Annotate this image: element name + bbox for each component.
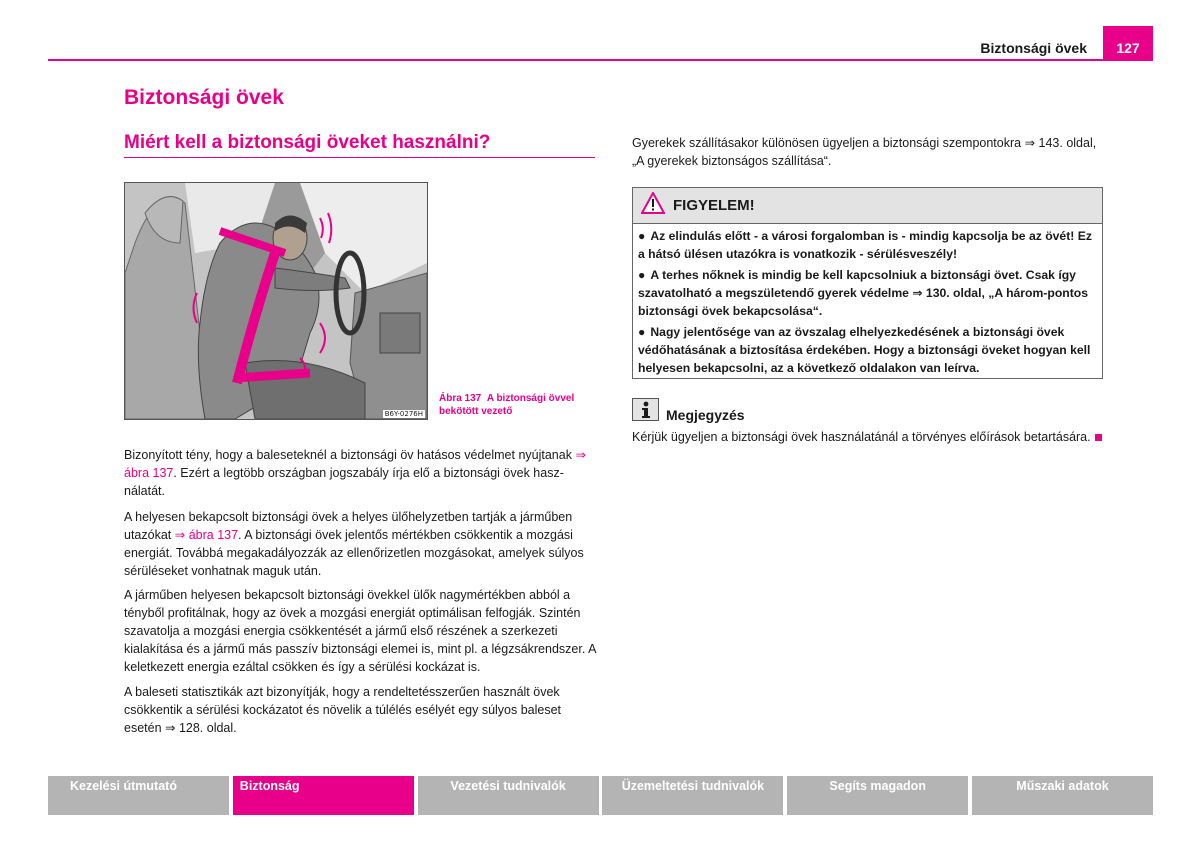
subsection-rule xyxy=(124,157,595,158)
p2-text-end: . A biztonsági övek jelentős mértékben csökkentik a mozgási energiát. Továbbá megakadályozzák az ellenőrizetlen mozgásokat, amelyek súlyos sérüléseket vonhatnak maguk után. xyxy=(124,528,584,578)
page-number: 127 xyxy=(1103,26,1153,59)
warning-item-text: A terhes nőknek is mindig be kell kapcsolniuk a biztonsági övet. Csak így szavatolható a megszületendő gyerek védelme ⇒ 130. oldal, „A három-pontos biztonsági övek bekapcsolása“. xyxy=(638,268,1088,318)
warning-item-text: Nagy jelentősége van az övszalag elhelyezkedésének a biztonsági övek védőhatásának a biztosítása érdekében. Hogy a biztonsági öveket hogyan kell helyesen bekapcsolni, az a következő oldalakon van leírva. xyxy=(638,325,1091,375)
p1-text-start: Bizonyított tény, hogy a baleseteknél a biztonsági öv hatásos védelmet nyújtanak xyxy=(124,448,572,462)
note-text-block xyxy=(632,428,1102,446)
end-of-section-mark xyxy=(1095,434,1102,441)
tab-kezelesi-utmutato[interactable]: Kezelési útmutató xyxy=(48,776,229,815)
warning-body xyxy=(633,224,1102,377)
child-transport-intro: Gyerekek szállításakor különösen ügyeljen a biztonsági szempontokra ⇒ 143. oldal, „A gyerekek biztonságos szállítása“. xyxy=(632,136,1097,168)
body-paragraph-1 xyxy=(124,446,596,500)
note-title: Megjegyzés xyxy=(666,407,745,423)
tab-biztonsag[interactable]: Biztonság xyxy=(233,776,414,815)
p2-text-start: A helyesen bekapcsolt biztonsági övek a helyes ülőhelyzetben tartják a járműben utazókat xyxy=(124,510,573,542)
tab-uzemeltetesi-tudnivalok[interactable]: Üzemeltetési tudnivalók xyxy=(602,776,783,815)
body-paragraph-2 xyxy=(124,508,596,580)
p1-text-end: . Ezért a legtöbb országban jogszabály írja elő a biztonsági övek hasz-nálatát. xyxy=(124,466,564,498)
figure-drawing xyxy=(125,183,427,419)
tab-segits-magadon[interactable]: Segíts magadon xyxy=(787,776,968,815)
info-note-icon xyxy=(632,398,659,421)
tab-muszaki-adatok[interactable]: Műszaki adatok xyxy=(972,776,1153,815)
chapter-navigation xyxy=(48,776,1153,815)
figure-caption-number: Ábra 137 xyxy=(439,393,482,404)
body-paragraph-3 xyxy=(124,586,596,676)
figure-caption xyxy=(439,392,589,418)
figure-caption-text: A biztonsági övvel bekötött vezető xyxy=(439,393,575,417)
warning-item: ● Az elindulás előtt - a városi forgalomban is - mindig kapcsolja be az övét! Ez a hátsó ülésen utazókra is vonatkozik - sérülésveszély! xyxy=(638,229,1092,261)
running-header-title: Biztonsági övek xyxy=(980,40,1087,56)
p4-text: A baleseti statisztikák azt bizonyítják, hogy a rendeltetésszerűen használt övek csökkentik a sérülési kockázatot és növelik a túlélés esélyét egy súlyos baleset esetén ⇒ 128. oldal. xyxy=(124,685,562,735)
warning-item-text: Az elindulás előtt - a városi forgalomban is - mindig kapcsolja be az övét! Ez a hátsó ülésen utazókra is vonatkozik - sérülésveszély! xyxy=(638,229,1092,261)
warning-item: ● A terhes nőknek is mindig be kell kapcsolniuk a biztonsági övet. Csak így szavatolható a megszületendő gyerek védelme ⇒ 130. oldal, „A három-pontos biztonsági övek bekapcsolása“. xyxy=(638,268,1088,318)
warning-box xyxy=(632,187,1103,379)
warning-label: FIGYELEM! xyxy=(673,197,755,214)
note-text: Kérjük ügyeljen a biztonsági övek használatánál a törvényes előírások betartására. xyxy=(632,430,1091,444)
warning-item: ● Nagy jelentősége van az övszalag elhelyezkedésének a biztonsági övek védőhatásának a biztosítása érdekében. Hogy a biztonsági öveket hogyan kell helyesen bekapcsolni, az a következő oldalakon van leírva. xyxy=(638,325,1091,375)
warning-triangle-icon xyxy=(641,192,665,219)
body-paragraph-4 xyxy=(124,683,596,737)
header-rule xyxy=(48,59,1153,61)
p3-text: A járműben helyesen bekapcsolt biztonsági övekkel ülők nagymértékben abból a tényből profitálnak, hogy az övek a mozgási energiát optimálisan felfogják. Szintén szavatolja a mozgási energia csökkentését a jármű első részének a szerkezeti kialakítása és a jármű más passzív biztonsági elemei is, mint pl. a légzsákrendszer. A keletkezett energia ezáltal csökken és így a sérülési kockázat is. xyxy=(124,588,596,674)
figure-code: B6Y-0276H xyxy=(384,410,423,418)
figure-137-link[interactable]: ⇒ ábra 137 xyxy=(124,448,586,480)
tab-vezetesi-tudnivalok[interactable]: Vezetési tudnivalók xyxy=(418,776,599,815)
figure-137-link-2[interactable]: ⇒ ábra 137 xyxy=(174,528,239,542)
driver-seatbelt-illustration xyxy=(124,182,428,420)
section-title: Biztonsági övek xyxy=(124,86,284,109)
subsection-title: Miért kell a biztonsági öveket használni? xyxy=(124,132,491,153)
warning-header xyxy=(633,188,1102,224)
